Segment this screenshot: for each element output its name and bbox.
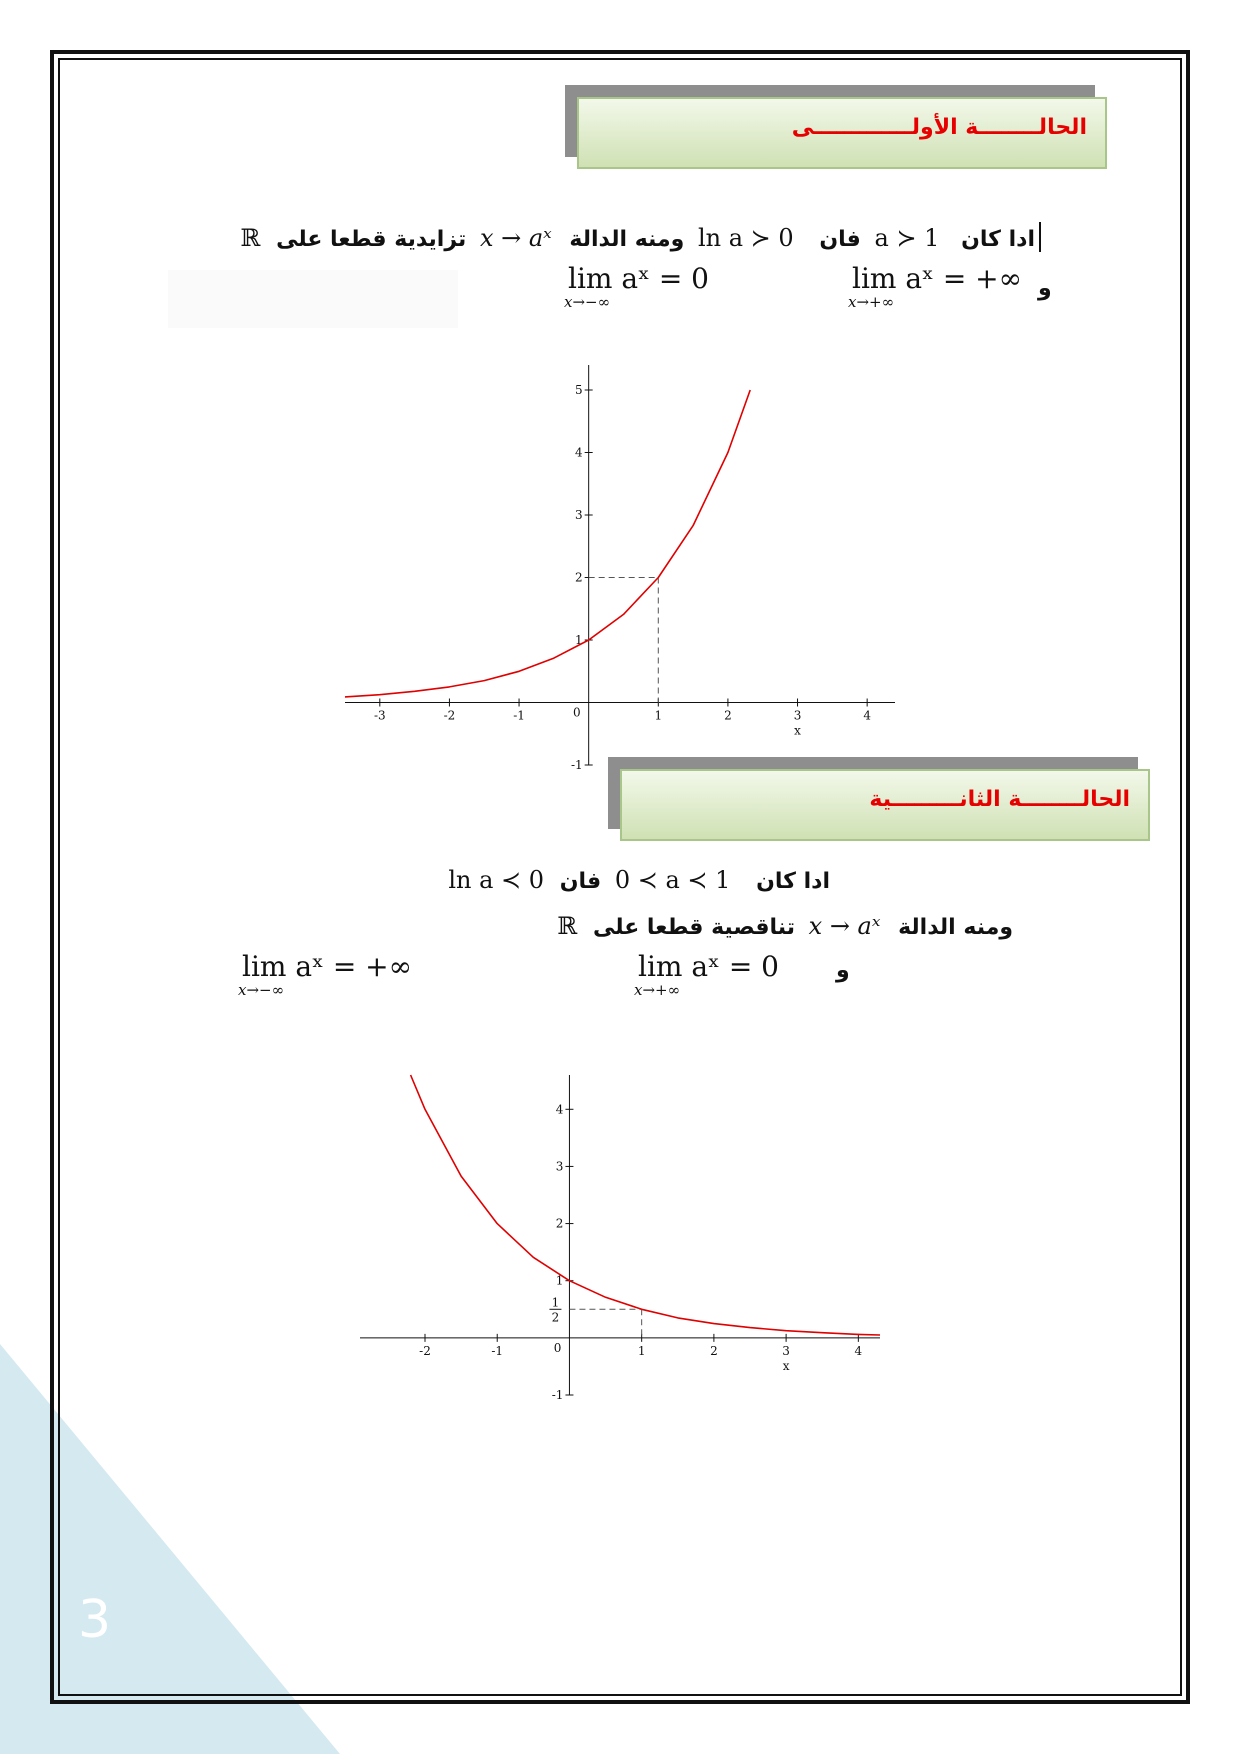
y-tick-label: 3 [555, 1159, 564, 1174]
section1-conjunction: و [1038, 276, 1052, 301]
limit-expression: lim aˣ = +∞ [852, 262, 1022, 295]
text-decreasing: تناقصية قطعا على [592, 915, 795, 940]
y-tick-label: 4 [555, 1102, 564, 1117]
text-hence-function: ومنه الدالة [898, 915, 1013, 940]
x-tick-label: 2 [724, 708, 732, 723]
x-tick-label: 4 [854, 1343, 863, 1358]
banner-face [620, 769, 1150, 841]
scan-artifact-band [168, 270, 458, 328]
function-curve [411, 1075, 880, 1335]
text-then: فان [819, 227, 861, 252]
section1-limit-plus-infinity [848, 262, 1022, 311]
text-cursor [1039, 222, 1041, 252]
x-tick-label: -3 [373, 708, 386, 723]
x-tick-label: -2 [443, 708, 456, 723]
math-ln: ln a ≺ 0 [448, 866, 545, 894]
y-tick-label: 5 [575, 383, 583, 397]
y-tick-label: 3 [575, 508, 583, 522]
x-tick-label: 3 [793, 708, 802, 723]
origin-label: 0 [573, 705, 581, 720]
text-increasing: تزايدية قطعا على [276, 227, 467, 252]
text-if: ادا كان [756, 869, 830, 894]
limit-subscript: x→+∞ [848, 293, 895, 311]
page-number: 3 [78, 1590, 112, 1650]
graph-decreasing-exponential [360, 1075, 880, 1402]
y-tick-label: 1 [575, 633, 583, 647]
math-function: x → aˣ [808, 912, 881, 940]
x-axis-label: x [782, 1358, 790, 1373]
x-tick-label: -1 [491, 1343, 504, 1358]
limit-subscript: x→−∞ [564, 293, 611, 311]
x-tick-label: 1 [637, 1343, 646, 1358]
x-tick-label: 4 [863, 708, 871, 723]
section1-statement [241, 224, 1036, 252]
y-tick-fraction-denominator: 2 [551, 1310, 560, 1325]
x-tick-label: 3 [782, 1343, 790, 1358]
origin-label: 0 [553, 1340, 562, 1355]
y-tick-label: 4 [575, 445, 583, 460]
math-function: x → aˣ [479, 224, 552, 252]
y-tick-label: 2 [555, 1216, 564, 1231]
limit-expression: lim aˣ = +∞ [242, 950, 412, 983]
section2-conjunction: و [836, 958, 850, 983]
math-reals: ℝ [557, 912, 578, 940]
text-if: ادا كان [961, 227, 1035, 252]
section2-title: الحالــــــــة الثانـــــــــية [869, 787, 1130, 812]
math-reals: ℝ [240, 224, 261, 252]
limit-expression: lim aˣ = 0 [638, 950, 779, 983]
y-tick-fraction-numerator: 1 [551, 1295, 560, 1310]
graph-increasing-exponential [345, 365, 895, 772]
text-then: فان [559, 869, 602, 894]
section2-statement-line1 [448, 866, 830, 894]
function-curve [345, 390, 750, 697]
math-condition: 0 ≺ a ≺ 1 [614, 866, 731, 894]
text-hence-function: ومنه الدالة [569, 227, 685, 252]
section2-banner [608, 757, 1153, 845]
y-tick-label: 1 [555, 1273, 564, 1288]
x-axis-label: x [794, 723, 801, 738]
limit-expression: lim aˣ = 0 [568, 262, 709, 295]
math-ln: ln a ≻ 0 [697, 224, 794, 252]
x-tick-label: -2 [419, 1343, 431, 1358]
x-tick-label: 1 [654, 708, 663, 723]
math-condition: a ≻ 1 [874, 224, 940, 252]
limit-subscript: x→−∞ [238, 981, 285, 999]
section2-limit-minus-infinity [238, 950, 412, 999]
y-tick-label: 2 [575, 570, 583, 585]
limit-subscript: x→+∞ [634, 981, 681, 999]
section1-title: الحالــــــــة الأولـــــــــــــى [791, 115, 1087, 140]
y-tick-label: -1 [570, 758, 583, 772]
section1-limit-minus-infinity [564, 262, 709, 311]
y-tick-label: -1 [551, 1388, 564, 1402]
section2-limit-plus-infinity [634, 950, 779, 999]
section2-statement-line2 [557, 912, 1013, 940]
banner-face [577, 97, 1107, 169]
x-tick-label: 2 [710, 1343, 718, 1358]
section1-banner [565, 85, 1110, 173]
x-tick-label: -1 [513, 708, 525, 723]
